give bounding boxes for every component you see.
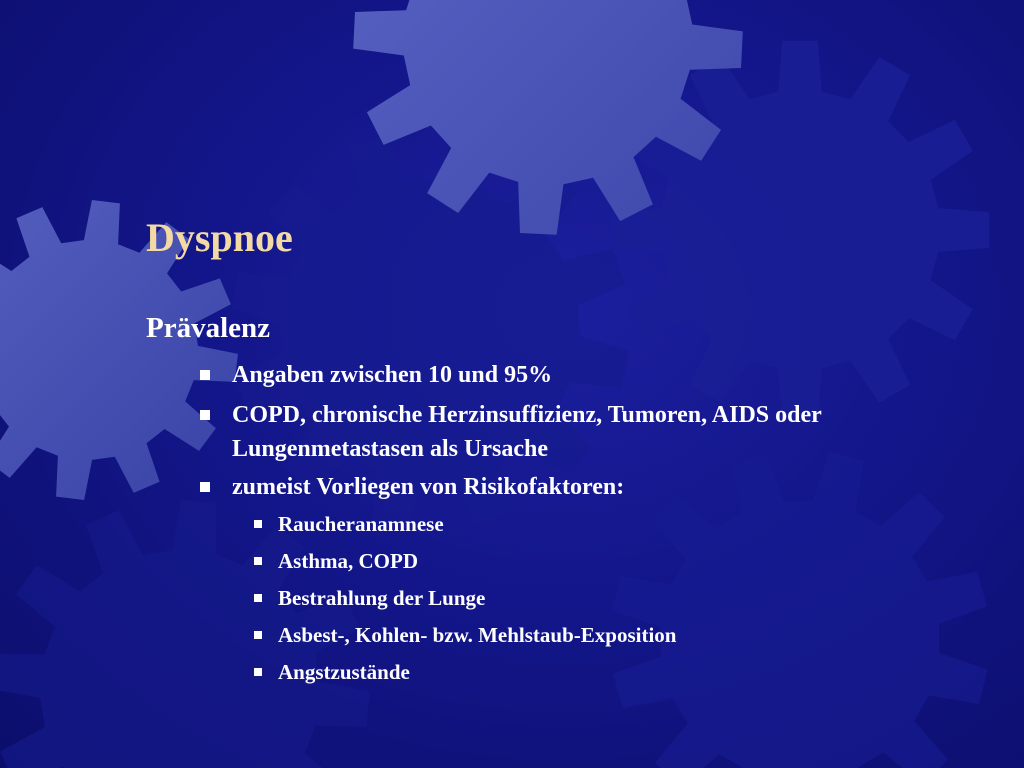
sub-list-item — [254, 506, 960, 543]
sub-list-item — [254, 543, 960, 580]
square-bullet-icon — [200, 482, 210, 492]
sub-list-item-text: Raucheranamnese — [278, 512, 444, 536]
sub-list-item-text: Asbest-, Kohlen- bzw. Mehlstaub-Exposition — [278, 623, 677, 647]
slide-subtitle: Prävalenz — [146, 312, 271, 344]
slide-title: Dyspnoe — [146, 215, 293, 260]
sub-list-item — [254, 654, 960, 691]
sub-list-item — [254, 580, 960, 617]
sub-list-item-text: Asthma, COPD — [278, 549, 418, 573]
list-item-text: Angaben zwischen 10 und 95% — [232, 362, 553, 388]
list-item — [200, 470, 960, 691]
bullet-list — [200, 358, 960, 697]
sub-list-item — [254, 617, 960, 654]
list-item — [200, 358, 960, 392]
list-item-text: zumeist Vorliegen von Risikofaktoren: — [232, 474, 625, 500]
sub-list-item-text: Angstzustände — [278, 660, 410, 684]
square-bullet-icon — [254, 668, 262, 676]
square-bullet-icon — [254, 594, 262, 602]
sub-bullet-list — [232, 506, 960, 691]
square-bullet-icon — [200, 410, 210, 420]
square-bullet-icon — [254, 520, 262, 528]
list-item-text: COPD, chronische Herzinsuffizienz, Tumoren, AIDS oder Lungenmetastasen als Ursache — [232, 402, 822, 462]
square-bullet-icon — [254, 631, 262, 639]
list-item — [200, 398, 960, 466]
square-bullet-icon — [254, 557, 262, 565]
sub-list-item-text: Bestrahlung der Lunge — [278, 586, 486, 610]
square-bullet-icon — [200, 370, 210, 380]
